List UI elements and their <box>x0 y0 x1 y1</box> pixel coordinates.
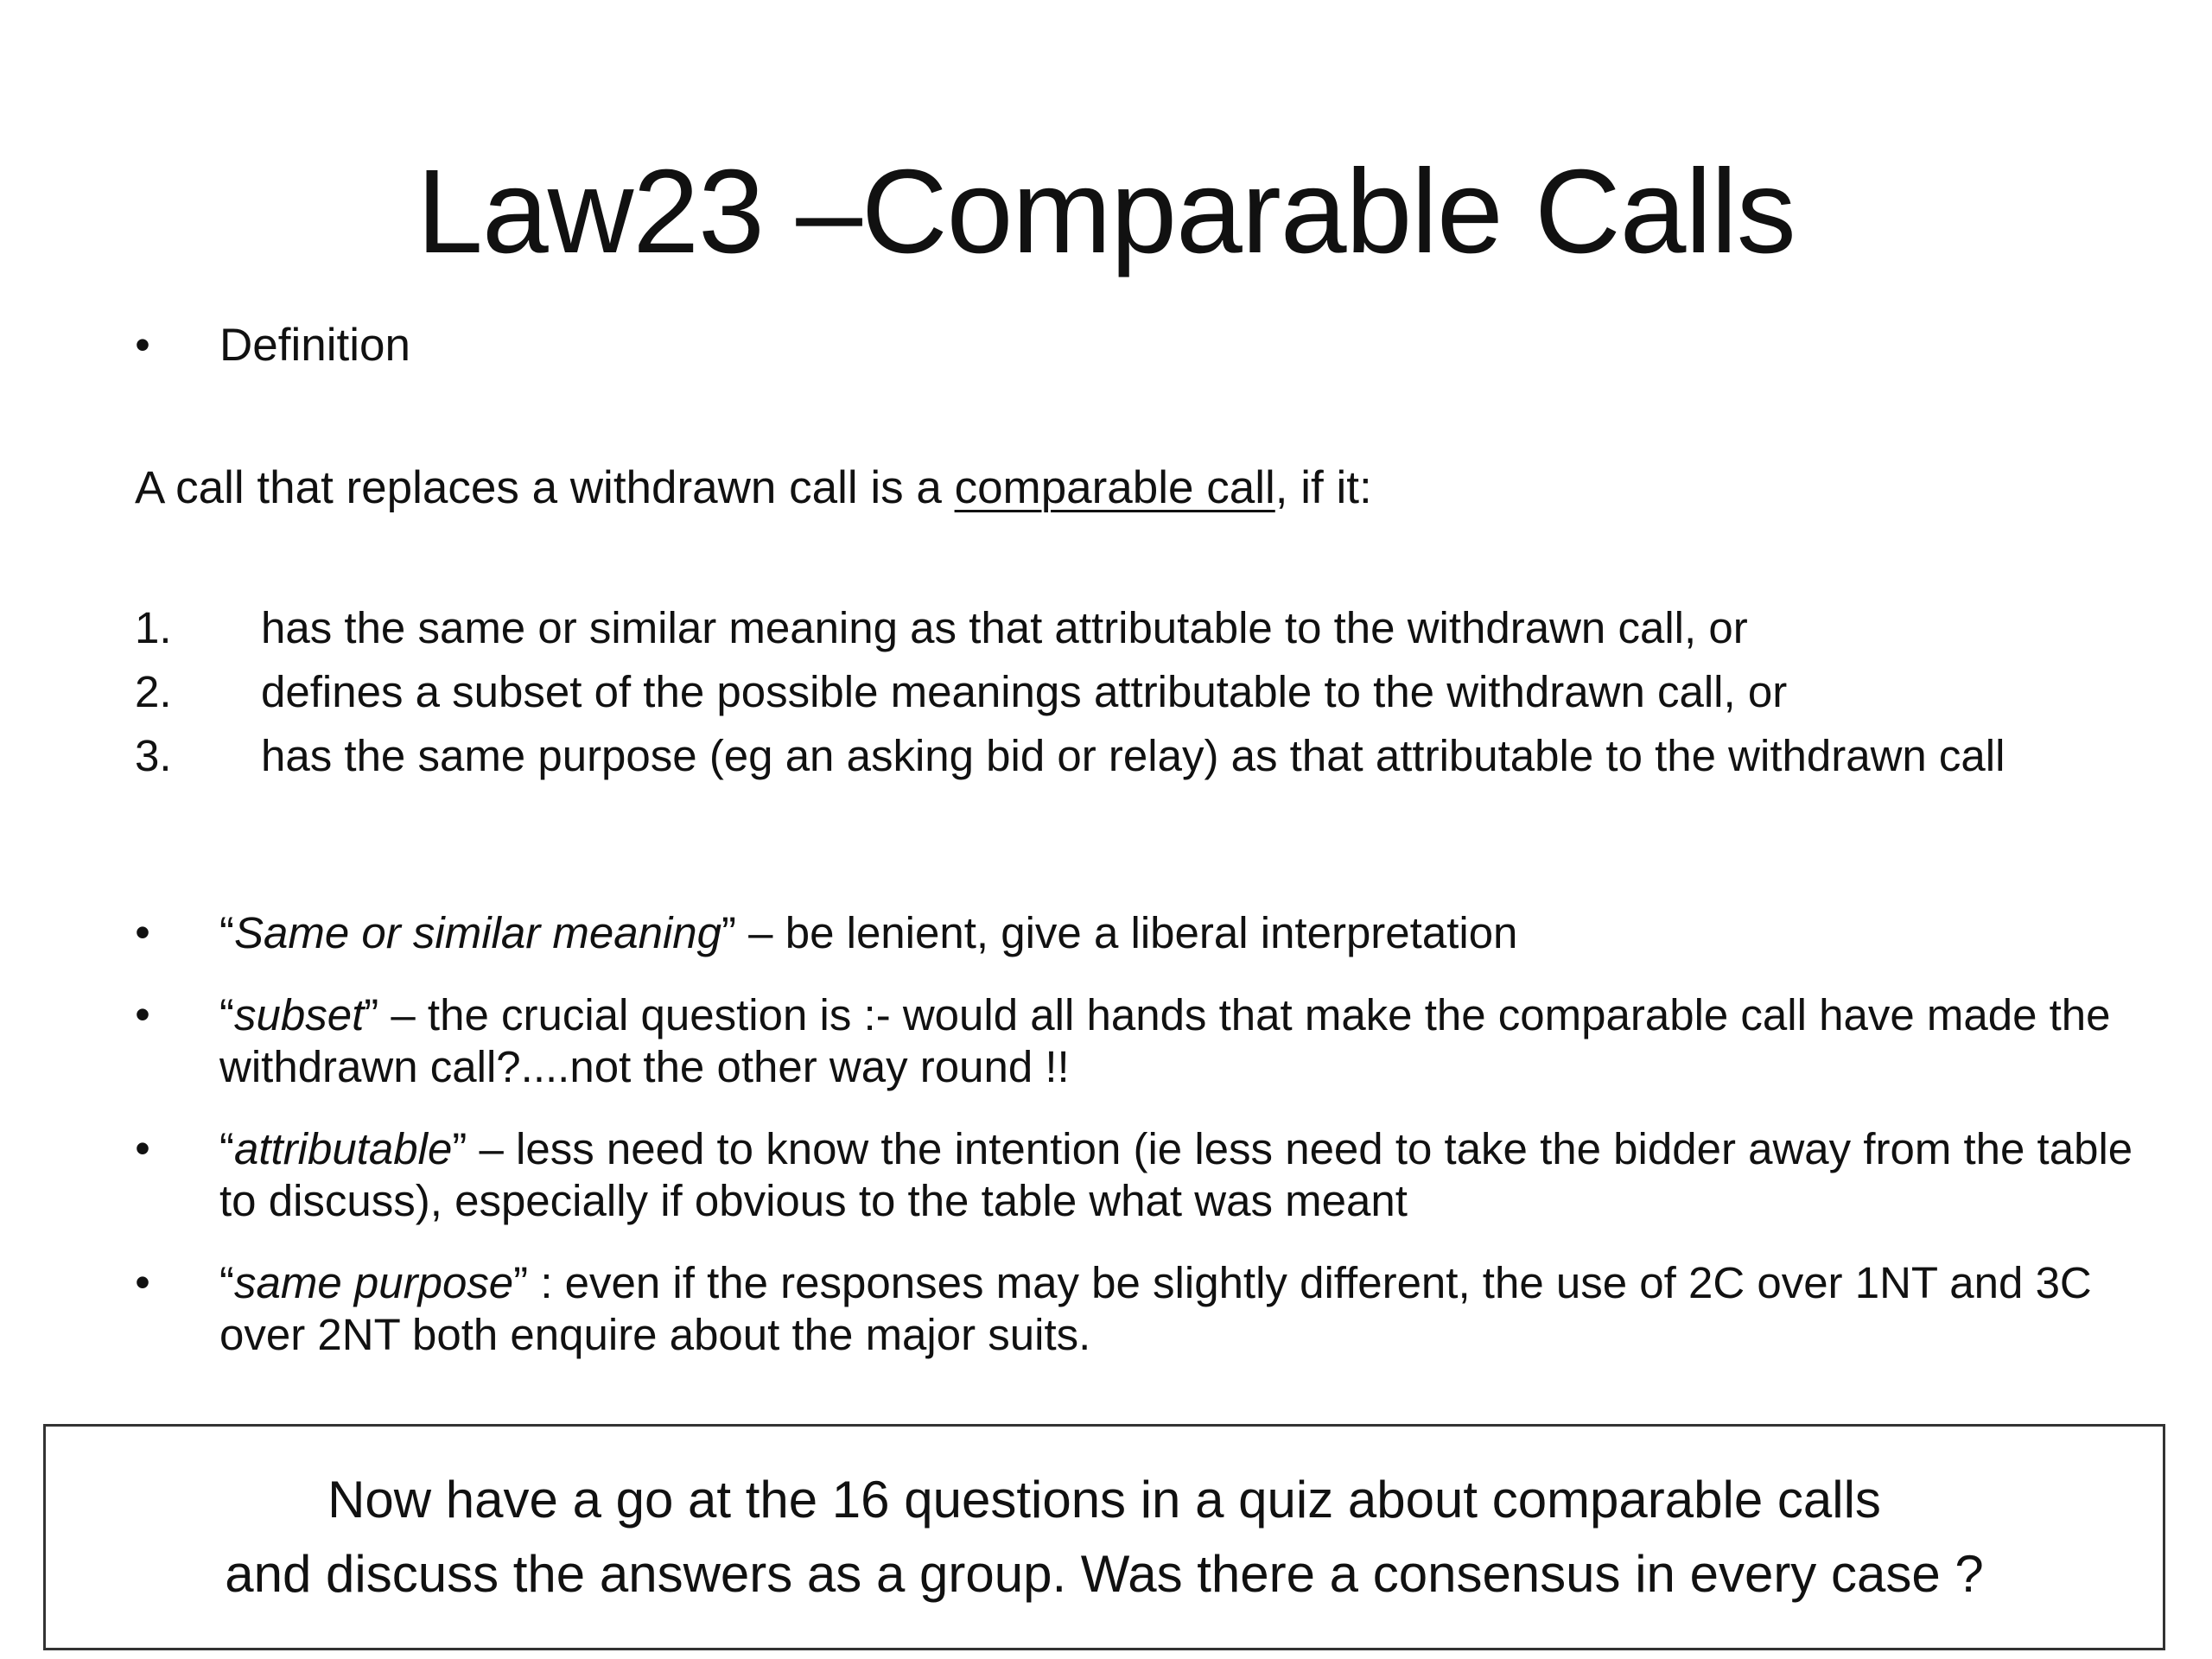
note-term: same purpose <box>233 1258 514 1307</box>
intro-underlined-term: comparable call <box>954 462 1275 513</box>
note-item: “Same or similar meaning” – be lenient, give a liberal interpretation <box>219 908 1518 957</box>
quiz-callout-box <box>43 1424 2165 1650</box>
bullet-icon: • <box>135 1124 150 1173</box>
note-item: “same purpose” : even if the responses may be slightly different, the use of 2C over 1NT and 3C over 2NT both enquire about the major suits. <box>219 1258 2092 1359</box>
list-number: 3. <box>135 731 172 780</box>
quiz-line-1: Now have a go at the 16 questions in a quiz about comparable calls <box>327 1471 1881 1529</box>
list-item-text: has the same purpose (eg an asking bid or relay) as that attributable to the withdrawn call <box>261 731 2005 780</box>
intro-after: , if it: <box>1274 462 1372 513</box>
note-term: Same or similar meaning <box>233 908 722 957</box>
bullet-icon: • <box>135 1258 150 1306</box>
list-item-text: defines a subset of the possible meanings attributable to the withdrawn call, or <box>261 667 1788 716</box>
bullet-icon: • <box>135 321 150 369</box>
list-number: 1. <box>135 603 172 652</box>
note-term: subset <box>233 990 365 1039</box>
quiz-line-2: and discuss the answers as a group. Was there a consensus in every case ? <box>225 1545 1984 1603</box>
bullet-icon: • <box>135 990 150 1039</box>
intro-line <box>135 462 1372 514</box>
note-item: “attributable” – less need to know the intention (ie less need to take the bidder away from the table to discuss), especially if obvious to the table what was meant <box>219 1124 2133 1225</box>
note-term: attributable <box>233 1124 453 1173</box>
note-item: “subset” – the crucial question is :- would all hands that make the comparable call have made the withdrawn call?....not the other way round !! <box>219 990 2111 1091</box>
intro-before: A call that replaces a withdrawn call is a <box>135 462 955 513</box>
list-item-text: has the same or similar meaning as that attributable to the withdrawn call, or <box>261 603 1748 652</box>
slide-title: Law23 –Comparable Calls <box>416 145 1796 278</box>
list-number: 2. <box>135 667 172 716</box>
definition-bullet: Definition <box>219 320 410 371</box>
bullet-icon: • <box>135 908 150 957</box>
